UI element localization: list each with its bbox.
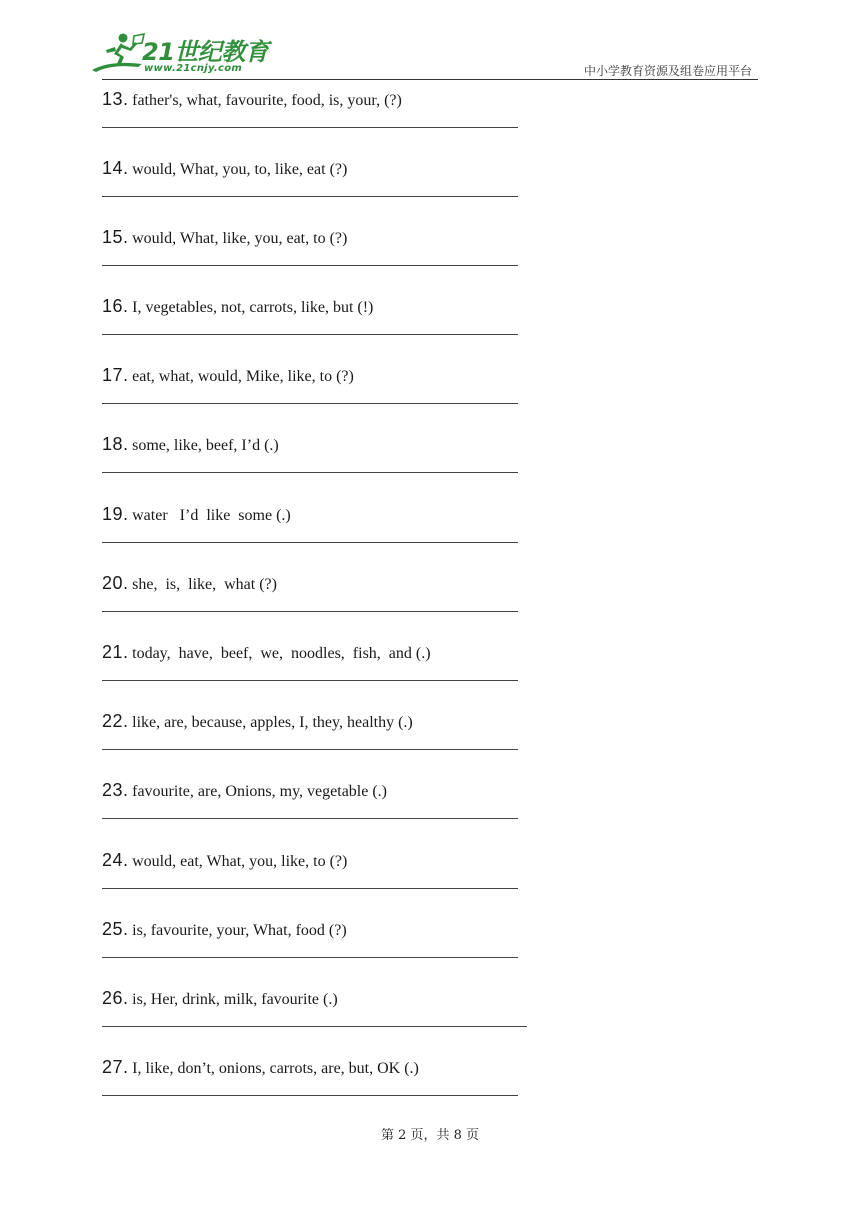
question-number: 25 [102,919,124,939]
question-words: some, like, beef, I’d (.) [132,437,279,454]
question-item: 21. today, have, beef, we, noodles, fish, and (.) [102,636,702,702]
question-item: 16. I, vegetables, not, carrots, like, but (!) [102,290,702,356]
answer-line[interactable] [102,680,518,681]
question-item: 20. she, is, like, what (?) [102,567,702,633]
question-words: I, like, don’t, onions, carrots, are, but, OK (.) [132,1060,419,1077]
answer-line[interactable] [102,611,518,612]
question-words: water I’d like some (.) [132,507,291,524]
question-number: 17 [102,365,124,385]
question-number: 18 [102,434,124,454]
question-number: 23 [102,780,124,800]
runner-logo-icon [90,30,146,78]
answer-line[interactable] [102,818,518,819]
question-item: 19. water I’d like some (.) [102,498,702,564]
question-item: 25. is, favourite, your, What, food (?) [102,913,702,979]
question-item: 22. like, are, because, apples, I, they, healthy (.) [102,705,702,771]
question-item: 15. would, What, like, you, eat, to (?) [102,221,702,287]
question-item: 23. favourite, are, Onions, my, vegetable (.) [102,774,702,840]
question-words: is, favourite, your, What, food (?) [132,922,347,939]
question-item: 18. some, like, beef, I’d (.) [102,428,702,494]
question-words: would, What, like, you, eat, to (?) [132,230,348,247]
question-item: 26. is, Her, drink, milk, favourite (.) [102,982,702,1048]
question-words: favourite, are, Onions, my, vegetable (.) [132,783,387,800]
answer-line[interactable] [102,127,518,128]
answer-line[interactable] [102,888,518,889]
question-number: 20 [102,573,124,593]
question-words: would, What, you, to, like, eat (?) [132,161,348,178]
question-words: like, are, because, apples, I, they, healthy (.) [132,714,413,731]
question-words: would, eat, What, you, like, to (?) [132,853,348,870]
question-number: 19 [102,504,124,524]
question-number: 27 [102,1057,124,1077]
answer-line[interactable] [102,334,518,335]
question-number: 16 [102,296,124,316]
answer-line[interactable] [102,1095,518,1096]
answer-line[interactable] [102,472,518,473]
site-title: 中小学教育资源及组卷应用平台 [583,64,752,78]
question-words: today, have, beef, we, noodles, fish, and (.) [132,645,431,662]
question-item: 24. would, eat, What, you, like, to (?) [102,844,702,910]
question-item: 17. eat, what, would, Mike, like, to (?) [102,359,702,425]
question-words: eat, what, would, Mike, like, to (?) [132,368,354,385]
answer-line[interactable] [102,196,518,197]
question-words: I, vegetables, not, carrots, like, but (!) [132,299,374,316]
answer-line[interactable] [102,542,518,543]
question-number: 24 [102,850,124,870]
question-number: 13 [102,89,124,109]
answer-line[interactable] [102,957,518,958]
logo-url-text: www.21cnjy.com [144,63,243,74]
question-number: 15 [102,227,124,247]
question-number: 26 [102,988,124,1008]
question-words: father's, what, favourite, food, is, your, (?) [132,92,402,109]
question-number: 22 [102,711,124,731]
answer-line[interactable] [102,403,518,404]
question-number: 21 [102,642,124,662]
logo-brand-text: 21世纪教育 [142,38,269,66]
header-divider [102,79,758,80]
answer-line[interactable] [102,1026,527,1027]
question-item: 13. father's, what, favourite, food, is, your, (?) [102,83,702,149]
question-number: 14 [102,158,124,178]
question-words: is, Her, drink, milk, favourite (.) [132,991,338,1008]
answer-line[interactable] [102,265,518,266]
page-number: 第 2 页，共 8 页 [380,1128,480,1143]
question-words: she, is, like, what (?) [132,576,277,593]
logo [90,30,269,78]
question-item: 27. I, like, don’t, onions, carrots, are, but, OK (.) [102,1051,702,1117]
answer-line[interactable] [102,749,518,750]
question-item: 14. would, What, you, to, like, eat (?) [102,152,702,218]
